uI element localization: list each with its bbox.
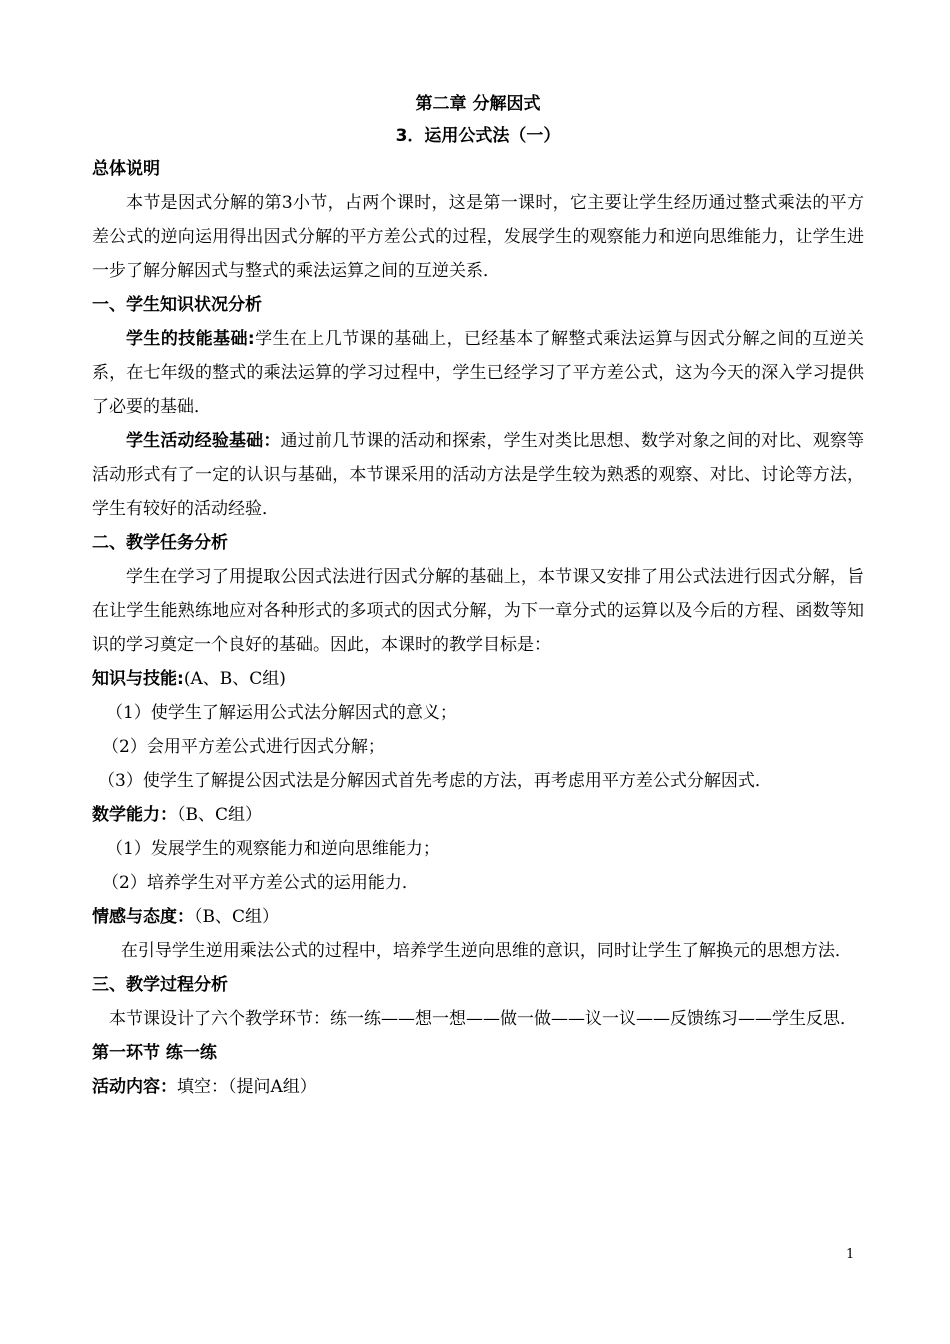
section1-heading: 一、学生知识状况分析	[92, 295, 262, 315]
attitude-label: 情感与态度：	[92, 907, 194, 927]
knowledge-item: （1）使学生了解运用公式法分解因式的意义；	[106, 703, 457, 723]
section-title: 3．运用公式法（一）	[395, 126, 561, 146]
math-ability-item: （1）发展学生的观察能力和逆向思维能力；	[106, 839, 440, 859]
knowledge-item: （2）会用平方差公式进行因式分解；	[102, 737, 385, 757]
activity-basis-label: 学生活动经验基础：	[126, 431, 281, 451]
attitude-groups: （B、C组）	[194, 907, 279, 927]
attitude-paragraph: 在引导学生逆用乘法公式的过程中，培养学生逆向思维的意识，同时让学生了解换元的思想方法．	[120, 941, 852, 961]
skill-basis-paragraph	[92, 322, 864, 424]
section2-heading: 二、教学任务分析	[92, 533, 228, 553]
attitude-line	[92, 900, 864, 934]
step1-heading: 第一环节 练一练	[92, 1043, 217, 1063]
overview-paragraph: 本节是因式分解的第3小节，占两个课时，这是第一课时，它主要让学生经历通过整式乘法的平方差公式的逆向运用得出因式分解的平方差公式的过程，发展学生的观察能力和逆向思维能力，让学生进一步了解分解因式与整式的乘法运算之间的互逆关系．	[92, 193, 864, 281]
activity-content-label: 活动内容：	[92, 1077, 177, 1097]
knowledge-skill-line	[92, 662, 864, 696]
math-ability-label: 数学能力：	[92, 805, 177, 825]
skill-basis-label: 学生的技能基础:	[126, 329, 255, 349]
activity-basis-text: 通过前几节课的活动和探索，学生对类比思想、数学对象之间的对比、观察等活动形式有了一定的认识与基础，本节课采用的活动方法是学生较为熟悉的观察、对比、讨论等方法，学生有较好的活动经验．	[92, 431, 864, 519]
overview-heading: 总体说明	[92, 159, 160, 179]
activity-content-line	[92, 1070, 864, 1104]
activity-basis-paragraph	[92, 424, 864, 526]
activity-content-text: 填空：（提问A组）	[177, 1077, 317, 1097]
math-ability-line	[92, 798, 864, 832]
math-ability-groups: （B、C组）	[177, 805, 262, 825]
process-paragraph: 本节课设计了六个教学环节：练一练——想一想——做一做——议一议——反馈练习——学生反思．	[109, 1009, 857, 1029]
skill-basis-text: 学生在上几节课的基础上，已经基本了解整式乘法运算与因式分解之间的互逆关系，在七年级的整式的乘法运算的学习过程中，学生已经学习了平方差公式，这为今天的深入学习提供了必要的基础．	[92, 329, 864, 417]
knowledge-item: （3）使学生了解提公因式法是分解因式首先考虑的方法，再考虑用平方差公式分解因式．	[98, 771, 772, 791]
knowledge-skill-groups: (A、B、C组)	[183, 669, 286, 689]
math-ability-item: （2）培养学生对平方差公式的运用能力．	[102, 873, 419, 893]
section3-heading: 三、教学过程分析	[92, 975, 228, 995]
document-page	[92, 88, 864, 1104]
page-number: 1	[846, 1247, 855, 1262]
knowledge-skill-label: 知识与技能:	[92, 669, 184, 689]
chapter-title: 第二章 分解因式	[415, 94, 541, 114]
task-analysis-paragraph: 学生在学习了用提取公因式法进行因式分解的基础上，本节课又安排了用公式法进行因式分解，旨在让学生能熟练地应对各种形式的多项式的因式分解，为下一章分式的运算以及今后的方程、函数等知识的学习奠定一个良好的基础。因此，本课时的教学目标是：	[92, 567, 864, 655]
